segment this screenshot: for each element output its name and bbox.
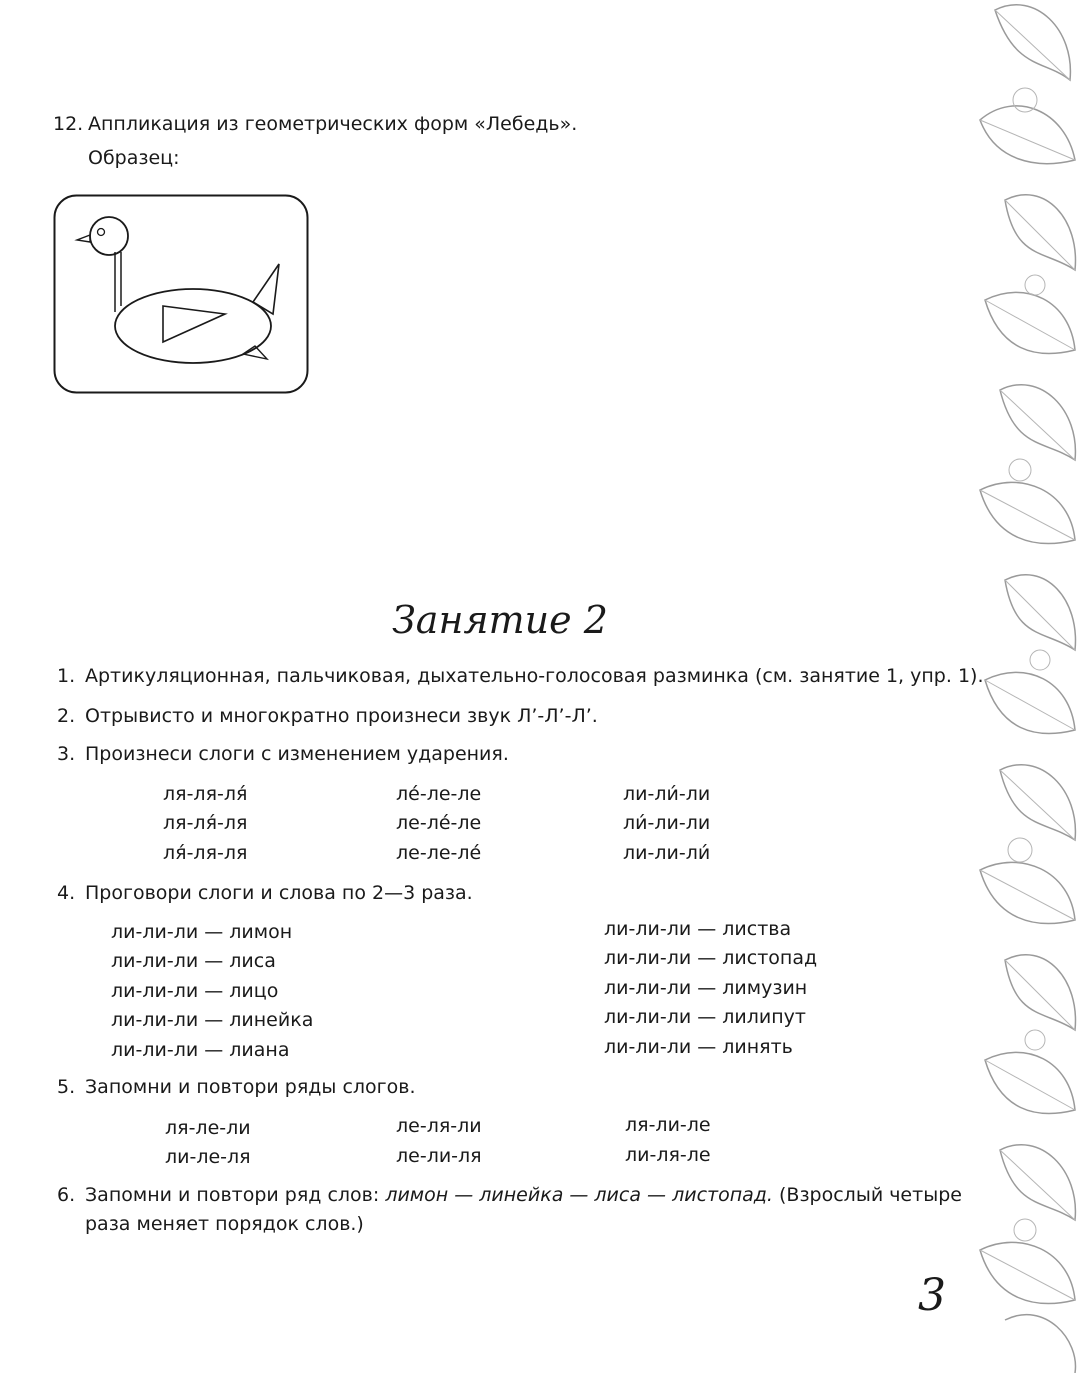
item-4-text: Проговори слоги и слова по 2—3 раза.	[85, 882, 473, 904]
stress-syllable: ли-ли́-ли	[623, 783, 711, 805]
item-6-word-sequence: лимон — линейка — лиса — листопад.	[385, 1184, 773, 1206]
item-5-text: Запомни и повтори ряды слогов.	[85, 1076, 416, 1098]
item-3-number: 3.	[57, 743, 76, 765]
item-2-number: 2.	[57, 705, 76, 727]
stress-syllable: ле-ле-ле́	[396, 842, 482, 864]
word-pair-left: ли-ли-ли — линейка	[111, 1009, 314, 1031]
word-pair-right: ли-ли-ли — листопад	[604, 947, 818, 969]
syllable-row-item: ли-ле-ля	[165, 1146, 251, 1168]
stress-syllable: ле́-ле-ле	[396, 783, 482, 805]
syllable-row-item: ле-ли-ля	[396, 1145, 482, 1167]
sample-label: Образец:	[88, 147, 180, 169]
stress-syllable: ля́-ля-ля	[163, 842, 248, 864]
item-6-number: 6.	[57, 1184, 76, 1206]
word-pair-left: ли-ли-ли — лиана	[111, 1039, 290, 1061]
item-3-text: Произнеси слоги с изменением ударения.	[85, 743, 509, 765]
item-4-number: 4.	[57, 882, 76, 904]
syllable-row-item: ле-ля-ли	[396, 1115, 482, 1137]
item-6-text-line2: раза меняет порядок слов.)	[85, 1213, 364, 1235]
word-pair-left: ли-ли-ли — лимон	[111, 921, 293, 943]
leaf-border-ornament	[975, 0, 1080, 1373]
syllable-row-item: ля-ли-ле	[625, 1114, 711, 1136]
item-12-number: 12.	[53, 113, 84, 135]
item-6-text-after: (Взрослый четыре	[772, 1184, 962, 1206]
syllable-row-item: ли-ля-ле	[625, 1144, 711, 1166]
word-pair-left: ли-ли-ли — лиса	[111, 950, 276, 972]
swan-applique-illustration	[53, 194, 309, 394]
word-pair-right: ли-ли-ли — листва	[604, 918, 792, 940]
item-5-number: 5.	[57, 1076, 76, 1098]
stress-syllable: ли́-ли-ли	[623, 812, 711, 834]
item-12-text: Аппликация из геометрических форм «Лебедь».	[88, 113, 578, 135]
syllable-row-item: ля-ле-ли	[165, 1117, 251, 1139]
stress-syllable: ле-ле́-ле	[396, 812, 482, 834]
page-number: 3	[918, 1270, 946, 1321]
item-6-text	[85, 1183, 962, 1207]
word-pair-right: ли-ли-ли — линять	[604, 1036, 793, 1058]
stress-syllable: ля-ля-ля́	[163, 783, 248, 805]
stress-syllable: ли-ли-ли́	[623, 842, 711, 864]
stress-syllable: ля-ля́-ля	[163, 812, 248, 834]
lesson-title: Занятие 2	[392, 598, 608, 642]
item-1-text: Артикуляционная, пальчиковая, дыхательно-голосовая разминка (см. занятие 1, упр. 1).	[85, 665, 984, 687]
item-6-text-before: Запомни и повтори ряд слов:	[85, 1184, 386, 1206]
word-pair-right: ли-ли-ли — лилипут	[604, 1006, 806, 1028]
item-1-number: 1.	[57, 665, 76, 687]
item-2-text: Отрывисто и многократно произнеси звук Л’-Л’-Л’.	[85, 705, 598, 727]
word-pair-left: ли-ли-ли — лицо	[111, 980, 279, 1002]
word-pair-right: ли-ли-ли — лимузин	[604, 977, 808, 999]
